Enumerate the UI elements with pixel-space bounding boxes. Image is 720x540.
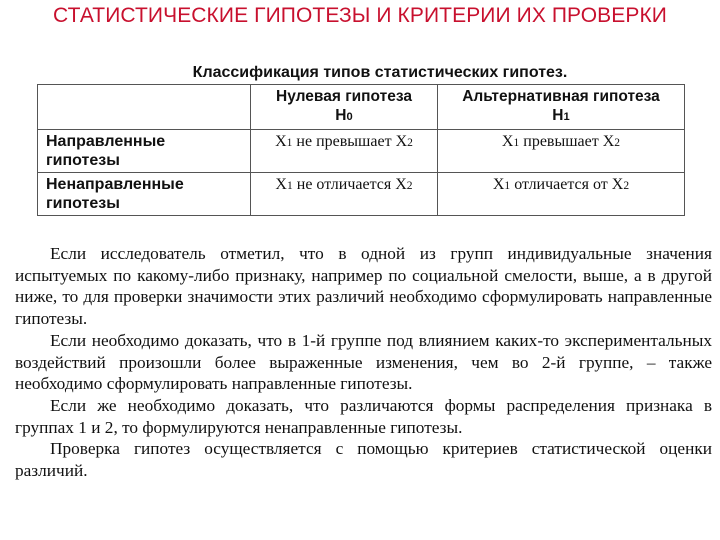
header-alt-hypothesis xyxy=(438,85,685,130)
table-caption: Классификация типов статистических гипотез. xyxy=(192,64,568,81)
cell-directional-alt: X1 превышает X2 xyxy=(438,130,685,173)
slide-title: СТАТИСТИЧЕСКИЕ ГИПОТЕЗЫ И КРИТЕРИИ ИХ ПРОВЕРКИ xyxy=(53,4,667,27)
header-alt-symbol: H1 xyxy=(552,107,570,124)
cell-nondirectional-null: X1 не отличается X2 xyxy=(251,173,438,216)
cell-nondirectional-alt: X1 отличается от X2 xyxy=(438,173,685,216)
header-null-hypothesis xyxy=(251,85,438,130)
table-row xyxy=(38,173,685,216)
header-null-symbol: H0 xyxy=(335,107,353,124)
header-null-label: Нулевая гипотеза xyxy=(276,88,412,105)
row-label-nondirectional: Ненаправленные гипотезы xyxy=(38,173,251,216)
cell-directional-null: X1 не превышает X2 xyxy=(251,130,438,173)
hypothesis-classification-table xyxy=(37,84,685,216)
paragraph: Проверка гипотез осуществляется с помощью критериев статистической оценки различий. xyxy=(15,439,712,481)
row-label-directional: Направленные гипотезы xyxy=(38,130,251,173)
body-text xyxy=(15,243,712,482)
paragraph: Если необходимо доказать, что в 1-й группе под влиянием каких-то экспериментальных воздействий произошли более выраженные изменения, чем во 2-й группе, – также необходимо сформулировать направленные гипотезы. xyxy=(15,330,712,394)
table-header-row xyxy=(38,85,685,130)
paragraph: Если исследователь отметил, что в одной из групп индивидуальные значения испытуемых по какому-либо признаку, например по социальной смелости, выше, а в другой ниже, то для проверки значимости этих различий необходимо сформулировать направленные гипотезы. xyxy=(15,244,712,329)
header-alt-label: Альтернативная гипотеза xyxy=(462,88,660,105)
table-row xyxy=(38,130,685,173)
paragraph: Если же необходимо доказать, что различаются формы распределения признака в группах 1 и 2, то формулируются ненаправленные гипотезы. xyxy=(15,395,712,437)
header-empty-cell xyxy=(38,85,251,130)
